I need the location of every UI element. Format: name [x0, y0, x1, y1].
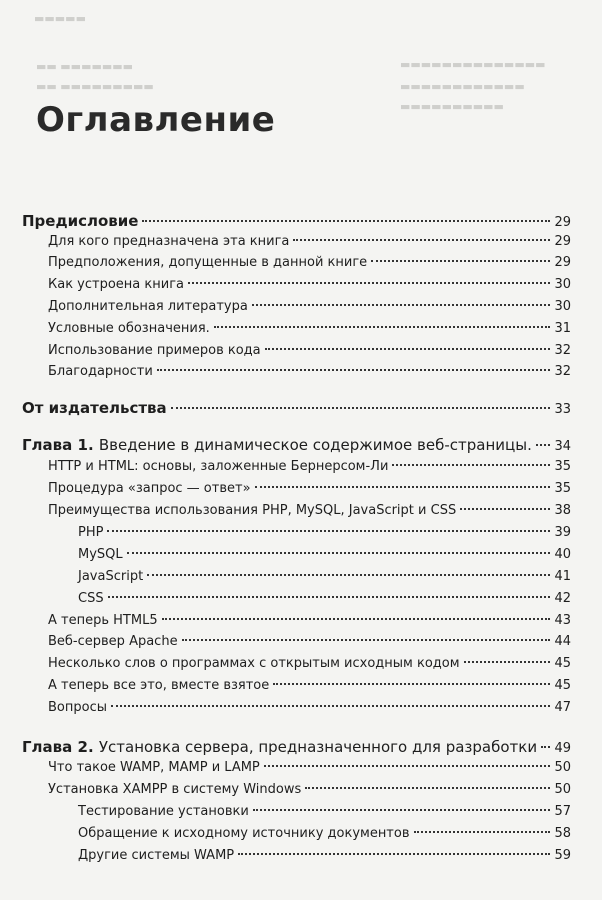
- leader-dots: [273, 683, 550, 685]
- chapter-prefix: Глава 2.: [22, 738, 94, 756]
- leader-dots: [147, 574, 550, 576]
- toc-entry[interactable]: [0, 299, 602, 321]
- toc-entry-publisher[interactable]: [0, 399, 602, 421]
- leader-dots: [414, 831, 551, 833]
- toc-entry[interactable]: [0, 343, 602, 365]
- entry-label: Веб-сервер Apache: [48, 634, 178, 649]
- leader-dots: [108, 596, 551, 598]
- page-number: 44: [554, 634, 571, 649]
- leader-dots: [182, 639, 551, 641]
- page-number: 49: [554, 741, 571, 756]
- toc-entry[interactable]: [0, 613, 602, 635]
- entry-label: Процедура «запрос — ответ»: [48, 481, 251, 496]
- toc-entry[interactable]: [0, 782, 602, 804]
- toc-entry[interactable]: [0, 826, 602, 848]
- entry-label: PHP: [78, 525, 104, 540]
- page-number: 59: [554, 848, 571, 863]
- entry-label: CSS: [78, 591, 104, 606]
- entry-label: Благодарности: [48, 364, 153, 379]
- toc-entry[interactable]: [0, 656, 602, 678]
- chapter-prefix: Глава 1.: [22, 436, 94, 454]
- page-number: 41: [554, 569, 571, 584]
- entry-label: Вопросы: [48, 700, 107, 715]
- page-number: 43: [554, 613, 571, 628]
- page-number: 32: [554, 364, 571, 379]
- page-number: 29: [554, 234, 571, 249]
- toc-entry[interactable]: [0, 481, 602, 503]
- leader-dots: [157, 369, 551, 371]
- page-number: 38: [554, 503, 571, 518]
- entry-label: Дополнительная литература: [48, 299, 248, 314]
- toc-entry[interactable]: [0, 591, 602, 613]
- page-number: 47: [554, 700, 571, 715]
- entry-label: А теперь HTML5: [48, 613, 158, 628]
- page-number: 33: [554, 402, 571, 417]
- entry-label: От издательства: [22, 399, 167, 417]
- entry-label: Как устроена книга: [48, 277, 184, 292]
- toc-entry[interactable]: [0, 804, 602, 826]
- leader-dots: [305, 787, 550, 789]
- toc-entry[interactable]: [0, 700, 602, 722]
- page-number: 50: [554, 760, 571, 775]
- page-number: 39: [554, 525, 571, 540]
- leader-dots: [171, 407, 551, 409]
- entry-label: Использование примеров кода: [48, 343, 261, 358]
- leader-dots: [188, 282, 550, 284]
- entry-label: Введение в динамическое содержимое веб-страницы.: [98, 436, 532, 454]
- entry-label: Обращение к исходному источнику документов: [78, 826, 410, 841]
- entry-label: Предисловие: [22, 212, 139, 230]
- page-number: 30: [554, 299, 571, 314]
- page-number: 58: [554, 826, 571, 841]
- leader-dots: [162, 618, 551, 620]
- leader-dots: [107, 530, 550, 532]
- entry-label: Для кого предназначена эта книга: [48, 234, 290, 249]
- entry-label: Установка сервера, предназначенного для разработки: [98, 738, 538, 756]
- page-number: 45: [554, 656, 571, 671]
- leader-dots: [541, 746, 550, 748]
- entry-label: А теперь все это, вместе взятое: [48, 678, 270, 693]
- entry-label: Другие системы WAMP: [78, 848, 235, 863]
- page-number: 29: [554, 255, 571, 270]
- entry-label: HTTP и HTML: основы, заложенные Бернерсом-Ли: [48, 459, 389, 474]
- leader-dots: [264, 765, 551, 767]
- toc-entry[interactable]: [0, 547, 602, 569]
- leader-dots: [371, 260, 550, 262]
- leader-dots: [293, 239, 550, 241]
- page-number: 40: [554, 547, 571, 562]
- page-number: 45: [554, 678, 571, 693]
- entry-label: Предположения, допущенные в данной книге: [48, 255, 368, 270]
- page-number: 30: [554, 277, 571, 292]
- toc-entry[interactable]: [0, 503, 602, 525]
- page-number: 31: [554, 321, 571, 336]
- leader-dots: [214, 326, 551, 328]
- toc-entry-preface[interactable]: [0, 212, 602, 234]
- leader-dots: [255, 486, 551, 488]
- toc-entry[interactable]: [0, 760, 602, 782]
- toc-entry-chapter-1[interactable]: [0, 436, 602, 458]
- leader-dots: [142, 220, 550, 222]
- leader-dots: [252, 304, 551, 306]
- toc-entry[interactable]: [0, 525, 602, 547]
- entry-label: Тестирование установки: [78, 804, 249, 819]
- page-number: 34: [554, 439, 571, 454]
- page-number: 57: [554, 804, 571, 819]
- leader-dots: [111, 705, 550, 707]
- entry-label: Несколько слов о программах с открытым исходным кодом: [48, 656, 460, 671]
- leader-dots: [536, 444, 551, 446]
- entry-label: Установка XAMPP в систему Windows: [48, 782, 302, 797]
- toc-entry[interactable]: [0, 848, 602, 870]
- page-number: 35: [554, 481, 571, 496]
- toc-entry-chapter-2[interactable]: [0, 738, 602, 760]
- toc-entry[interactable]: [0, 321, 602, 343]
- leader-dots: [464, 661, 551, 663]
- toc-entry[interactable]: [0, 364, 602, 386]
- leader-dots: [460, 508, 550, 510]
- page-number: 50: [554, 782, 571, 797]
- toc-entry[interactable]: [0, 459, 602, 481]
- page-number: 32: [554, 343, 571, 358]
- entry-label: Условные обозначения.: [48, 321, 210, 336]
- toc-entry[interactable]: [0, 678, 602, 700]
- leader-dots: [265, 348, 551, 350]
- leader-dots: [253, 809, 551, 811]
- toc-entry[interactable]: [0, 234, 602, 256]
- toc-entry[interactable]: [0, 569, 602, 591]
- entry-label: JavaScript: [78, 569, 144, 584]
- page-title: Оглавление: [36, 100, 276, 140]
- toc-entry[interactable]: [0, 277, 602, 299]
- leader-dots: [127, 552, 551, 554]
- toc-entry[interactable]: [0, 634, 602, 656]
- entry-label: MySQL: [78, 547, 123, 562]
- entry-label: Что такое WAMP, MAMP и LAMP: [48, 760, 260, 775]
- leader-dots: [238, 853, 550, 855]
- toc-entry[interactable]: [0, 255, 602, 277]
- leader-dots: [392, 464, 550, 466]
- entry-label: Преимущества использования PHP, MySQL, JavaScript и CSS: [48, 503, 457, 518]
- page-number: 29: [554, 215, 571, 230]
- page-number: 42: [554, 591, 571, 606]
- page-number: 35: [554, 459, 571, 474]
